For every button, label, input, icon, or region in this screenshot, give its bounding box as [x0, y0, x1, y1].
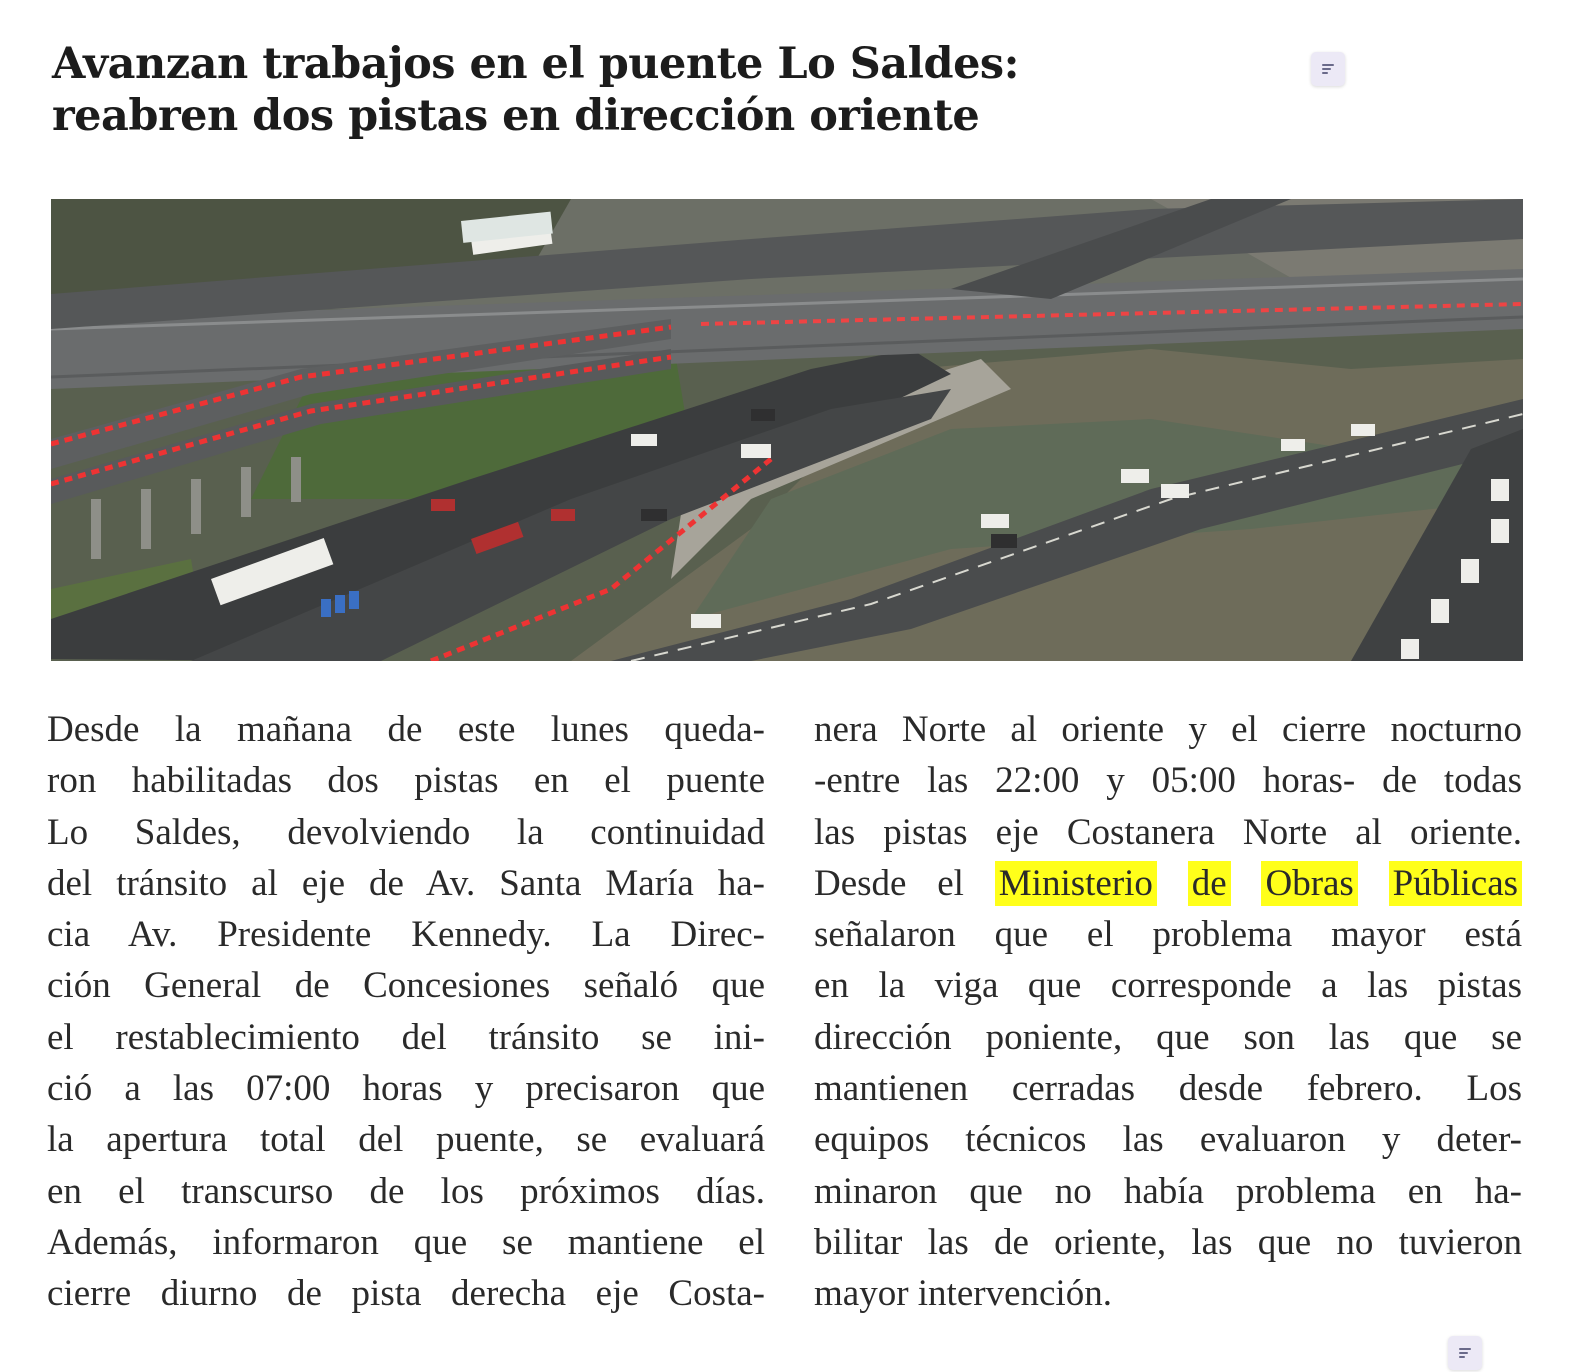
body-line: en la viga que corresponde a las pistas — [814, 965, 1522, 1007]
body-line: equipos técnicos las evaluaron y deter- — [814, 1119, 1522, 1161]
body-line: bilitar las de oriente, las que no tuvieron — [814, 1221, 1522, 1263]
body-line: Lo Saldes, devolviendo la continuidad — [47, 811, 765, 853]
body-column-left — [47, 704, 765, 1320]
body-line: el restablecimiento del tránsito se ini- — [47, 1016, 765, 1058]
body-line: nera Norte al oriente y el cierre nocturno — [814, 709, 1522, 750]
headline-line-1: Avanzan trabajos en el puente Lo Saldes: — [52, 39, 1020, 89]
note-icon[interactable] — [1311, 52, 1345, 86]
body-line: cierre diurno de pista derecha eje Costa- — [47, 1273, 765, 1315]
body-line: las pistas eje Costanera Norte al oriente. — [814, 811, 1522, 853]
body-line: -entre las 22:00 y 05:00 horas- de todas — [814, 760, 1522, 802]
highlighted-word[interactable]: Obras — [1261, 861, 1357, 906]
article-headline — [52, 38, 1202, 142]
body-column-right — [814, 704, 1522, 1320]
highlighted-word[interactable]: de — [1188, 861, 1231, 906]
body-line: minaron que no había problema en ha- — [814, 1170, 1522, 1212]
body-line: del tránsito al eje de Av. Santa María ha- — [47, 862, 765, 904]
body-line: cia Av. Presidente Kennedy. La Direc- — [47, 914, 765, 956]
body-line: ron habilitadas dos pistas en el puente — [47, 760, 765, 802]
highlighted-word[interactable]: Públicas — [1389, 861, 1522, 906]
body-line: mantienen cerradas desde febrero. Los — [814, 1068, 1522, 1110]
body-line: en el transcurso de los próximos días. — [47, 1170, 765, 1212]
body-line: Desde la mañana de este lunes queda- — [47, 709, 765, 750]
body-line: dirección poniente, que son las que se — [814, 1016, 1522, 1058]
body-line: la apertura total del puente, se evaluará — [47, 1119, 765, 1161]
body-line: Además, informaron que se mantiene el — [47, 1221, 765, 1263]
article-photo — [51, 199, 1523, 661]
body-line-highlight — [814, 858, 1522, 909]
body-line: mayor intervención. — [814, 1273, 1112, 1315]
body-line: ción General de Concesiones señaló que — [47, 965, 765, 1007]
highlighted-word[interactable]: Ministerio — [995, 861, 1157, 906]
headline-line-2: reabren dos pistas en dirección oriente — [52, 91, 980, 141]
note-icon[interactable] — [1448, 1336, 1482, 1370]
body-line-prefix: Desde el — [814, 862, 964, 904]
aerial-bridge-photo — [51, 199, 1523, 661]
body-line: ció a las 07:00 horas y precisaron que — [47, 1068, 765, 1110]
body-line: señalaron que el problema mayor está — [814, 914, 1522, 956]
